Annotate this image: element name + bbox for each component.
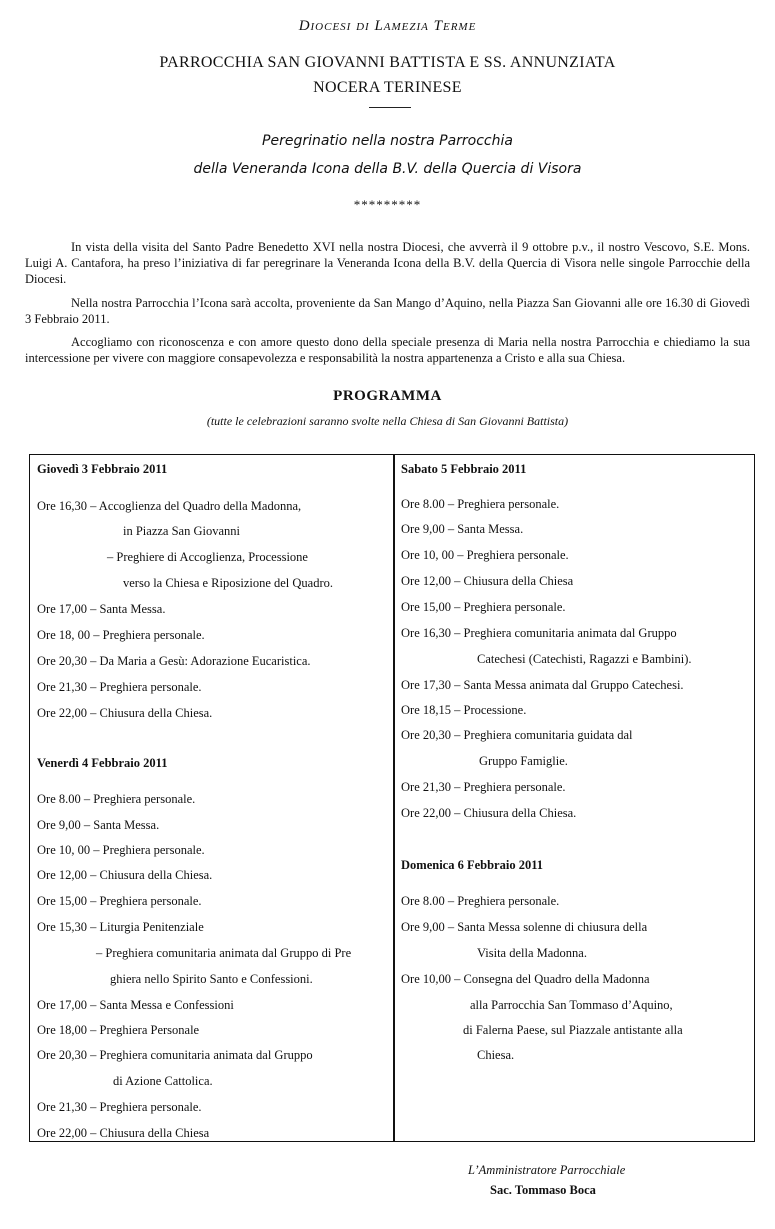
- schedule-entry: Ore 17,00 – Santa Messa e Confessioni: [37, 998, 234, 1012]
- program-title: PROGRAMMA: [333, 388, 442, 404]
- program-column-divider: [393, 454, 395, 1142]
- schedule-entry: Ore 17,30 – Santa Messa animata dal Gruppo Catechesi.: [401, 678, 684, 692]
- schedule-entry: Ore 16,30 – Accoglienza del Quadro della Madonna,: [37, 499, 302, 513]
- schedule-entry: Ore 9,00 – Santa Messa.: [37, 818, 160, 832]
- schedule-day-heading: Sabato 5 Febbraio 2011: [401, 462, 527, 476]
- schedule-entry: Ore 21,30 – Preghiera personale.: [37, 680, 202, 694]
- schedule-entry: Ore 21,30 – Preghiera personale.: [401, 780, 566, 794]
- schedule-entry: Catechesi (Catechisti, Ragazzi e Bambini).: [477, 652, 692, 666]
- schedule-entry: Ore 22,00 – Chiusura della Chiesa.: [401, 806, 577, 820]
- schedule-entry: Ore 9,00 – Santa Messa solenne di chiusura della: [401, 920, 648, 934]
- intro-paragraph-2: [25, 295, 750, 327]
- signature-name: Sac. Tommaso Boca: [490, 1183, 596, 1197]
- schedule-entry: Chiesa.: [477, 1048, 515, 1062]
- parish-town: NOCERA TERINESE: [313, 79, 462, 96]
- intro-text-2: Nella nostra Parrocchia l’Icona sarà accolta, proveniente da San Mango d’Aquino, nella Piazza San Giovanni alle ore 16.30 di Giovedì 3 Febbraio 2011.: [25, 296, 750, 326]
- schedule-entry: – Preghiera comunitaria animata dal Gruppo di Pre: [96, 946, 352, 960]
- schedule-entry: Ore 16,30 – Preghiera comunitaria animata dal Gruppo: [401, 626, 677, 640]
- schedule-entry: di Azione Cattolica.: [113, 1074, 213, 1088]
- parish-name: PARROCCHIA SAN GIOVANNI BATTISTA E SS. ANNUNZIATA: [159, 54, 616, 71]
- schedule-entry: Ore 18,00 – Preghiera Personale: [37, 1023, 200, 1037]
- schedule-entry: Ore 22,00 – Chiusura della Chiesa: [37, 1126, 210, 1140]
- schedule-entry: Ore 17,00 – Santa Messa.: [37, 602, 166, 616]
- program-note: (tutte le celebrazioni saranno svolte nella Chiesa di San Giovanni Battista): [206, 414, 569, 428]
- signature-role: L’Amministratore Parrocchiale: [468, 1163, 626, 1177]
- schedule-entry: Ore 9,00 – Santa Messa.: [401, 522, 524, 536]
- schedule-entry: Ore 20,30 – Preghiera comunitaria animata dal Gruppo: [37, 1048, 313, 1062]
- schedule-entry: Ore 8.00 – Preghiera personale.: [37, 792, 196, 806]
- schedule-entry: Ore 10,00 – Consegna del Quadro della Madonna: [401, 972, 650, 986]
- stars-separator: *********: [353, 197, 422, 212]
- schedule-entry: di Falerna Paese, sul Piazzale antistante alla: [463, 1023, 683, 1037]
- schedule-entry: Visita della Madonna.: [477, 946, 587, 960]
- subtitle-line-2: della Veneranda Icona della B.V. della Quercia di Visora: [193, 161, 582, 177]
- schedule-entry: – Preghiere di Accoglienza, Processione: [107, 550, 308, 564]
- schedule-entry: verso la Chiesa e Riposizione del Quadro.: [123, 576, 334, 590]
- schedule-entry: Ore 15,00 – Preghiera personale.: [401, 600, 566, 614]
- schedule-entry: in Piazza San Giovanni: [123, 524, 240, 538]
- schedule-entry: Ore 10, 00 – Preghiera personale.: [401, 548, 569, 562]
- schedule-entry: ghiera nello Spirito Santo e Confessioni.: [110, 972, 313, 986]
- schedule-entry: Ore 10, 00 – Preghiera personale.: [37, 843, 205, 857]
- schedule-entry: Ore 21,30 – Preghiera personale.: [37, 1100, 202, 1114]
- schedule-entry: Ore 12,00 – Chiusura della Chiesa: [401, 574, 574, 588]
- schedule-entry: Ore 20,30 – Preghiera comunitaria guidata dal: [401, 728, 633, 742]
- schedule-entry: Gruppo Famiglie.: [479, 754, 568, 768]
- schedule-entry: Ore 12,00 – Chiusura della Chiesa.: [37, 868, 213, 882]
- schedule-entry: Ore 15,00 – Preghiera personale.: [37, 894, 202, 908]
- diocese-title: Diocesi di Lamezia Terme: [298, 18, 477, 34]
- schedule-entry: Ore 8.00 – Preghiera personale.: [401, 894, 560, 908]
- intro-text-3: Accogliamo con riconoscenza e con amore questo dono della speciale presenza di Maria nella nostra Parrocchia e chiediamo la sua intercessione per vivere con maggiore consapevolezza e responsabilità la nostra appartenenza a Cristo e alla sua Chiesa.: [25, 335, 750, 365]
- intro-paragraph-3: [25, 334, 750, 366]
- schedule-day-heading: Venerdì 4 Febbraio 2011: [37, 756, 168, 770]
- schedule-entry: alla Parrocchia San Tommaso d’Aquino,: [470, 998, 673, 1012]
- schedule-entry: Ore 22,00 – Chiusura della Chiesa.: [37, 706, 213, 720]
- schedule-entry: Ore 18, 00 – Preghiera personale.: [37, 628, 205, 642]
- schedule-entry: Ore 20,30 – Da Maria a Gesù: Adorazione Eucaristica.: [37, 654, 311, 668]
- schedule-day-heading: Giovedì 3 Febbraio 2011: [37, 462, 168, 476]
- schedule-entry: Ore 18,15 – Processione.: [401, 703, 527, 717]
- intro-paragraph-1: [25, 239, 750, 287]
- intro-text-1: In vista della visita del Santo Padre Benedetto XVI nella nostra Diocesi, che avverrà il 9 ottobre p.v., il nostro Vescovo, S.E. Mons. Luigi A. Cantafora, ha preso l’iniziativa di far peregrinare la Veneranda Icona della B.V. della Quercia di Visora nelle singole Parrocchie della Diocesi.: [25, 240, 750, 286]
- title-rule: [369, 107, 411, 108]
- schedule-day-heading: Domenica 6 Febbraio 2011: [401, 858, 544, 872]
- schedule-entry: Ore 8.00 – Preghiera personale.: [401, 497, 560, 511]
- subtitle-line-1: Peregrinatio nella nostra Parrocchia: [262, 133, 513, 149]
- schedule-entry: Ore 15,30 – Liturgia Penitenziale: [37, 920, 204, 934]
